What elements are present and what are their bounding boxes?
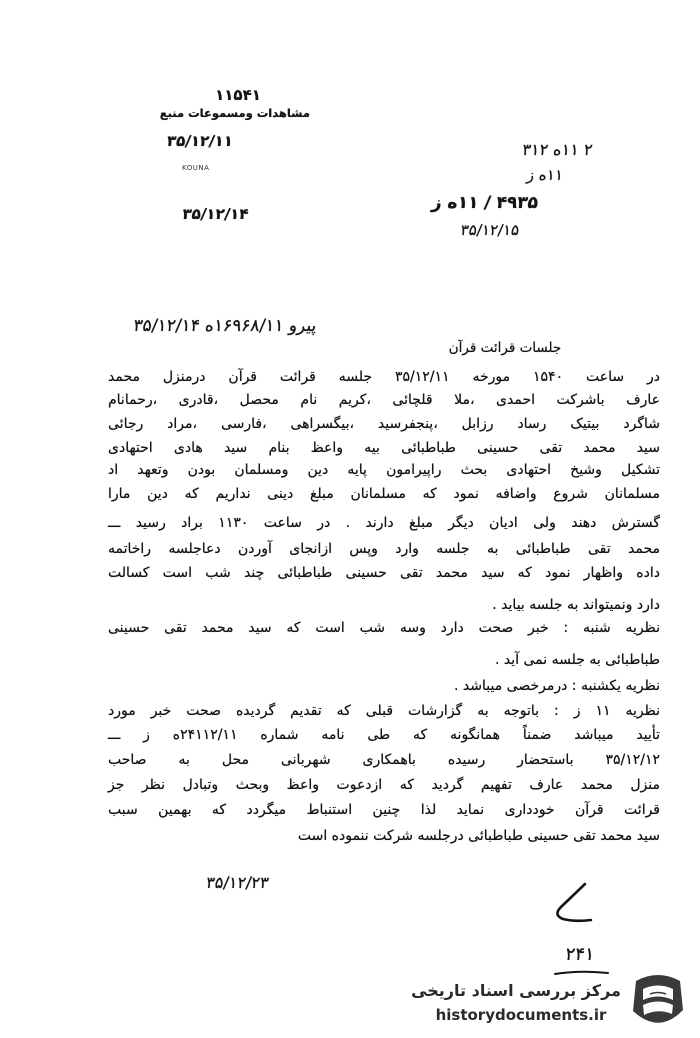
archive-logo-icon: [628, 972, 688, 1030]
reference-note: پیرو ۱۶۹۶۸/۱۱ه ۳۵/۱۲/۱۴: [132, 316, 318, 336]
watermark-org-name: مرکز بررسی اسناد تاریخی: [411, 981, 621, 1000]
body-line: محمد تقی طباطبائی به جلسه وارد وپس ازانجای آوردن دعاجلسه راخاتمه: [108, 541, 660, 557]
body-line: سید محمد تقی حسینی طباطبائی بیه واعظ بنام سید هادی احتهادی: [108, 440, 660, 456]
body-line: مسلمانان شروع واضافه نمود که مسلمانان مبلغ دینی نداریم که دین مارا: [108, 486, 660, 502]
source-date: ۳۵/۱۲/۱۱: [165, 132, 235, 150]
body-line: طباطبائی به جلسه نمی آید .: [494, 652, 660, 668]
signature: [545, 880, 595, 930]
body-line: ۳۵/۱۲/۱۲ باستحضار رسیده باهمکاری شهربانی محل به صاحب: [108, 752, 660, 768]
body-line: گسترش دهند ولی ادیان دیگر مبلغ دارند . در ساعت ۱۱۳۰ براد رسید ـــ: [108, 515, 661, 531]
page-number: ۲۴۱: [564, 944, 596, 965]
received-date: ۳۵/۱۲/۱۴: [181, 205, 250, 223]
body-line: نظریه شنبه : خبر صحت دارد وسه شب است که سید محمد تقی حسینی: [108, 620, 660, 636]
body-line: دارد ونمیتواند به جلسه بیاید .: [492, 597, 660, 613]
body-line: عارف باشرکت احمدی ،ملا قلچائی ،کریم نام محصل ،قادری ،رحمانام: [108, 392, 660, 408]
body-line: منزل محمد عارف تفهیم گردید که ازدعوت واعظ وبحث وتبادل نظر جز: [108, 777, 660, 793]
source-label: مشاهدات ومسموعات منبع: [159, 106, 310, 120]
footer-date: ۳۵/۱۲/۲۳: [205, 873, 270, 892]
department-code: ۱۱ه ز: [525, 166, 565, 184]
letter-date: ۳۵/۱۲/۱۵: [459, 221, 521, 239]
body-line: در ساعت ۱۵۴۰ مورخه ۳۵/۱۲/۱۱ جلسه قرائت قرآن درمنزل محمد: [108, 369, 661, 385]
document-title: جلسات قرائت قرآن: [448, 340, 562, 356]
body-line: قرائت قرآن خودداری نماید لذا چنین استنباط میگردد که بهمین سبب: [108, 802, 660, 818]
body-line: داده واظهار نمود که سید محمد تقی حسینی طباطبائی چند شب است کسالت: [108, 565, 660, 581]
body-line: نظریه یکشنبه : درمرخصی میباشد .: [454, 678, 660, 694]
letter-number: ۴۹۳۵ / ۱۱ه ز: [430, 193, 540, 213]
stamp-mark: KOUNA: [182, 164, 210, 172]
body-line: تأیید میباشد ضمناً همانگونه که طی نامه شماره ۲۴۱۱۲/۱۱ه ز ـــ: [108, 727, 660, 743]
body-line: تشکیل وشیخ احتهادی بحث راپیرامون پایه دین ومسلمان بودن وتعهد اد: [108, 462, 660, 478]
reference-code: ۲ ۱۱ه ۳۱۲: [521, 140, 594, 159]
body-line: شاگرد بیتیک رساد رزابل ،پنجفرسید ،بیگسراهی ،فارسی ،مراد رجائی: [108, 416, 660, 432]
watermark-website: historydocuments.ir: [435, 1006, 607, 1024]
body-line: نظریه ۱۱ ز : باتوجه به گزارشات قبلی که تقدیم گردیده صحت خبر مورد: [108, 703, 660, 719]
body-line: سید محمد تقی حسینی طباطبائی درجلسه شرکت ننموده است: [297, 828, 660, 844]
document-number: ۱۱۵۴۱: [215, 86, 261, 104]
page-number-underline: [552, 968, 612, 978]
